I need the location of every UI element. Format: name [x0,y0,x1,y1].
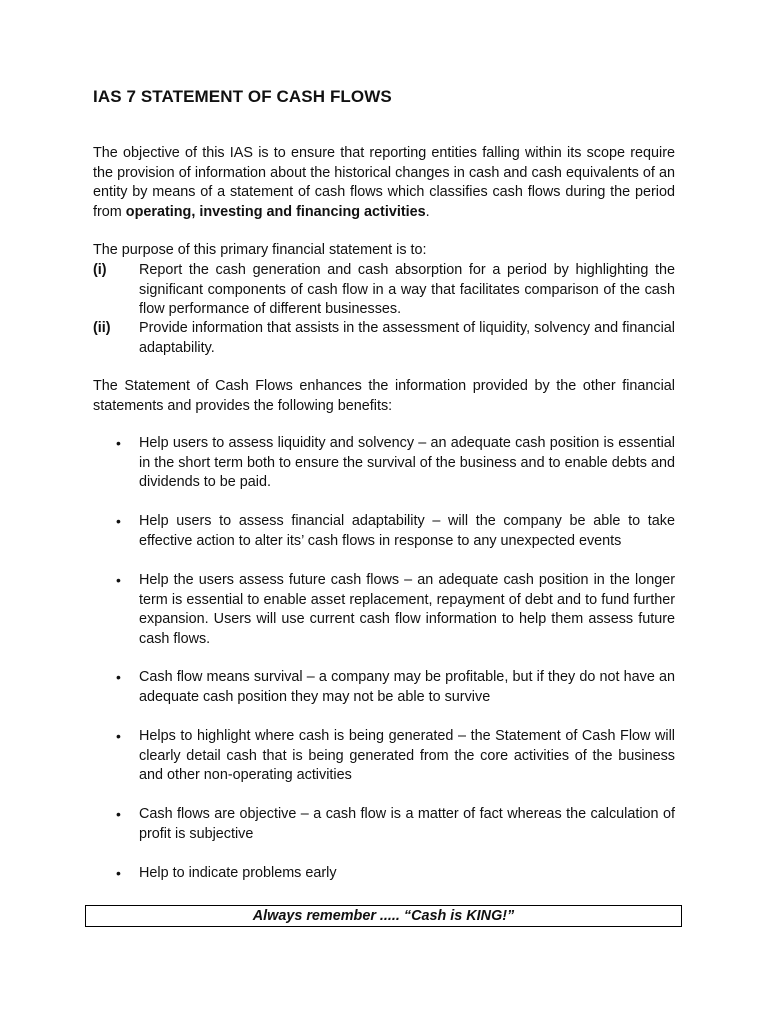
benefit-text: Help users to assess financial adaptability – will the company be able to take effective action to alter its’ cash flows in response to any unexpected events [139,513,675,549]
benefit-list-item [93,805,675,844]
benefit-list-item [93,727,675,786]
purpose-item-text: Report the cash generation and cash absorption for a period by highlighting the significant components of cash flow in a way that facilitates comparison of the cash flow performance of different businesses. [139,262,675,317]
cash-is-king-callout: Always remember ..... “Cash is KING!” [85,905,682,927]
purpose-item-label: (ii) [93,320,111,336]
bullet-icon: • [116,865,121,881]
objective-end: . [425,203,430,220]
bullet-icon: • [116,728,121,744]
benefit-text: Cash flow means survival – a company may be profitable, but if they do not have an adequate cash position they may not be able to survive [139,669,675,705]
benefit-text: Cash flows are objective – a cash flow is a matter of fact whereas the calculation of profit is subjective [139,806,675,842]
bullet-icon: • [116,572,121,588]
bullet-icon: • [116,513,121,529]
benefit-text: Help users to assess liquidity and solvency – an adequate cash position is essential in the short term both to ensure the survival of the business and to enable debts and dividends to be paid. [139,435,675,490]
purpose-item [93,261,675,320]
objective-emphasis: operating, investing and financing activities [125,203,426,220]
bullet-icon: • [116,806,121,822]
benefit-text: Help to indicate problems early [139,865,337,881]
objective-text: The objective of this IAS is to ensure that reporting entities falling within its scope require the provision of information about the historical changes in cash and cash equivalents of an entity by means of a statement of cash flows which classifies cash flows during the period from [93,145,675,220]
purpose-item-label: (i) [93,262,107,278]
benefit-text: Help the users assess future cash flows – an adequate cash position in the longer term is essential to enable asset replacement, repayment of debt and to fund further expansion. Users will use current cash flow information to help them assess future cash flows. [139,572,675,647]
benefit-list-item [93,668,675,707]
purpose-item-text: Provide information that assists in the assessment of liquidity, solvency and financial adaptability. [139,320,675,356]
purpose-intro: The purpose of this primary financial statement is to: [93,242,427,258]
objective-paragraph [93,144,675,222]
purpose-item [93,319,675,358]
benefit-text: Helps to highlight where cash is being generated – the Statement of Cash Flow will clearly detail cash that is being generated from the core activities of the business and other non-operating activities [139,728,675,783]
benefit-list-item [93,434,675,493]
benefit-list-item [93,864,675,884]
bullet-icon: • [116,669,121,685]
benefit-list-item [93,571,675,649]
benefit-list-item [93,512,675,551]
bullet-icon: • [116,435,121,451]
page-title: IAS 7 STATEMENT OF CASH FLOWS [93,87,392,106]
benefits-intro: The Statement of Cash Flows enhances the information provided by the other financial statements and provides the following benefits: [93,378,675,414]
